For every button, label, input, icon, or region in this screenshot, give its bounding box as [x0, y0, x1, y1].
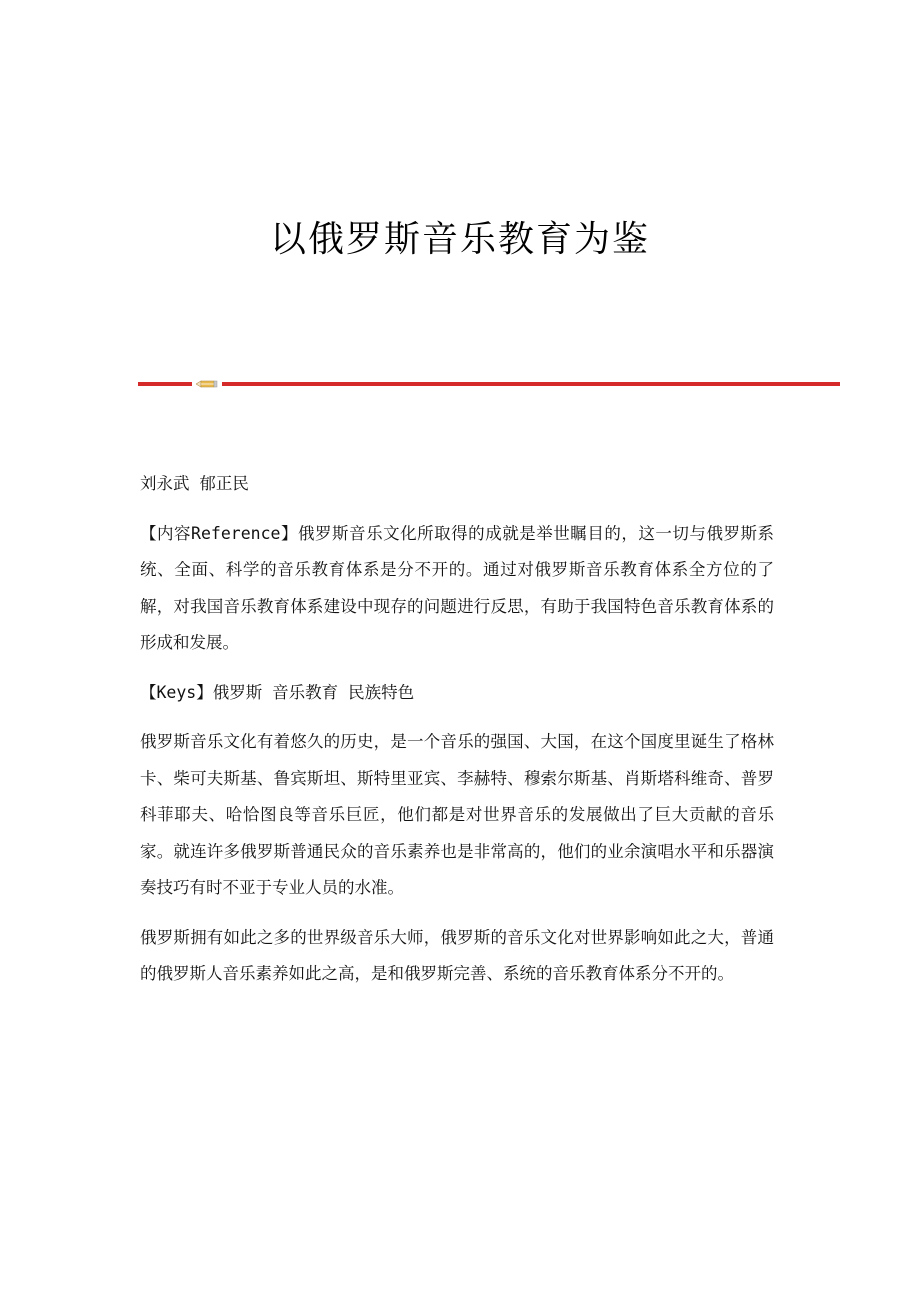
- body-paragraph: 俄罗斯拥有如此之多的世界级音乐大师，俄罗斯的音乐文化对世界影响如此之大，普通的俄罗斯人音乐素养如此之高，是和俄罗斯完善、系统的音乐教育体系分不开的。: [140, 927, 774, 983]
- keywords-line: 【Keys】俄罗斯 音乐教育 民族特色: [140, 682, 415, 702]
- divider-bar-left: [138, 382, 192, 386]
- pencil-ornament-icon: [196, 378, 218, 390]
- title-divider: [138, 378, 840, 390]
- document-body: [140, 466, 774, 1006]
- abstract-paragraph: 【内容Reference】俄罗斯音乐文化所取得的成就是举世瞩目的，这一切与俄罗斯系统、全面、科学的音乐教育体系是分不开的。通过对俄罗斯音乐教育体系全方位的了解，对我国音乐教育体系建设中现存的问题进行反思，有助于我国特色音乐教育体系的形成和发展。: [140, 523, 774, 652]
- divider-bar-right: [222, 382, 840, 386]
- body-paragraph: 俄罗斯音乐文化有着悠久的历史，是一个音乐的强国、大国，在这个国度里诞生了格林卡、柴可夫斯基、鲁宾斯坦、斯特里亚宾、李赫特、穆索尔斯基、肖斯塔科维奇、普罗科菲耶夫、哈恰图良等音乐巨匠，他们都是对世界音乐的发展做出了巨大贡献的音乐家。就连许多俄罗斯普通民众的音乐素养也是非常高的，他们的业余演唱水平和乐器演奏技巧有时不亚于专业人员的水准。: [140, 732, 774, 897]
- author-line: 刘永武 郁正民: [140, 474, 249, 493]
- page-title: 以俄罗斯音乐教育为鉴: [269, 219, 650, 260]
